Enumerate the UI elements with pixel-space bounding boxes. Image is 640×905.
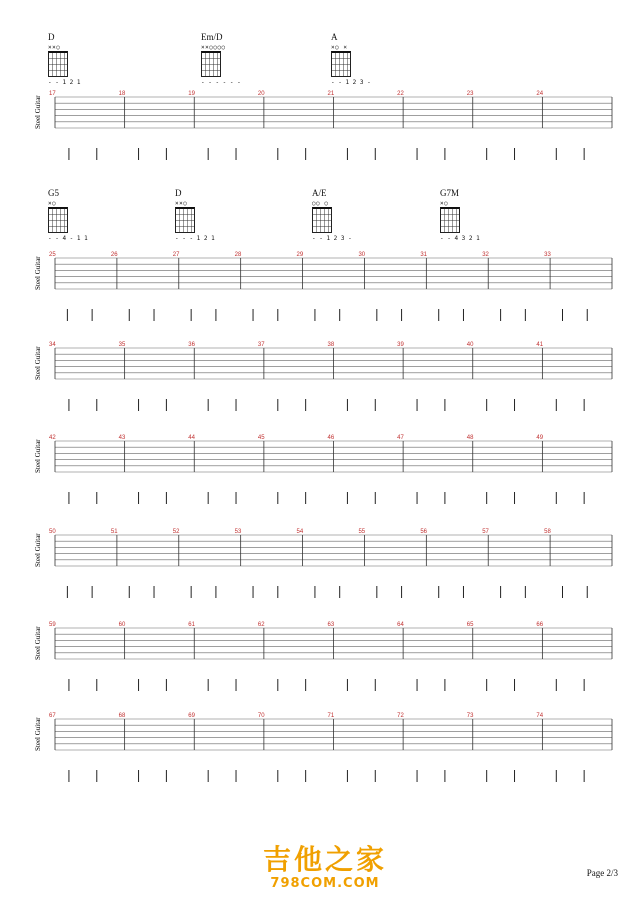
measure-number: 68 xyxy=(118,713,126,719)
measure-number: 24 xyxy=(536,91,544,97)
measure-number: 46 xyxy=(327,435,335,441)
measure-number: 62 xyxy=(257,622,265,628)
measure-number: 34 xyxy=(49,342,56,348)
measure-number: 48 xyxy=(466,435,474,441)
tab-system xyxy=(34,435,612,504)
chord-fingering: - - 4 - 1 1 xyxy=(48,235,88,242)
tab-system xyxy=(34,622,612,691)
chord-name: A xyxy=(331,32,338,42)
measure-number: 23 xyxy=(466,91,474,97)
chord-fingering: - - - 1 2 1 xyxy=(175,235,215,242)
chord-fingering: - - 1 2 3 - xyxy=(312,235,352,242)
measure-number: 37 xyxy=(257,342,265,348)
measure-number: 72 xyxy=(397,713,404,719)
measure-number: 49 xyxy=(536,435,544,441)
page-number: Page 2/3 xyxy=(586,868,618,878)
measure-number: 17 xyxy=(49,91,56,97)
instrument-label: Steel Guitar xyxy=(34,256,42,290)
measure-number: 65 xyxy=(466,622,474,628)
measure-number: 73 xyxy=(466,713,474,719)
chord-name: Em/D xyxy=(201,32,223,42)
chord-open-strings: ×○ xyxy=(440,200,449,207)
measure-number: 59 xyxy=(49,622,56,628)
measure-number: 18 xyxy=(118,91,126,97)
measure-number: 47 xyxy=(397,435,404,441)
measure-number: 28 xyxy=(234,252,242,258)
measure-number: 31 xyxy=(420,252,428,258)
chord-fingering: - - 1 2 3 - xyxy=(331,79,371,86)
measure-number: 51 xyxy=(110,529,118,535)
measure-number: 67 xyxy=(49,713,56,719)
measure-number: 64 xyxy=(397,622,404,628)
measure-number: 52 xyxy=(172,529,180,535)
measure-number: 32 xyxy=(482,252,489,258)
measure-number: 26 xyxy=(110,252,118,258)
measure-number: 71 xyxy=(327,713,335,719)
measure-number: 50 xyxy=(49,529,56,535)
chord-open-strings: ××○ xyxy=(175,200,188,207)
measure-number: 35 xyxy=(118,342,126,348)
measure-number: 29 xyxy=(296,252,304,258)
measure-number: 19 xyxy=(188,91,195,97)
measure-number: 22 xyxy=(397,91,404,97)
measure-number: 39 xyxy=(397,342,404,348)
measure-number: 58 xyxy=(544,529,551,535)
measure-number: 36 xyxy=(188,342,195,348)
instrument-label: Steel Guitar xyxy=(34,626,42,660)
measure-number: 41 xyxy=(536,342,544,348)
measure-number: 33 xyxy=(544,252,551,258)
measure-number: 27 xyxy=(172,252,180,258)
instrument-label: Steel Guitar xyxy=(34,533,42,567)
chord-fingering: - - - - - - xyxy=(201,79,241,86)
watermark-url: 798COM.COM xyxy=(270,876,380,891)
measure-number: 38 xyxy=(327,342,335,348)
measure-number: 20 xyxy=(257,91,265,97)
tab-system xyxy=(34,91,612,160)
tab-system xyxy=(34,713,612,782)
measure-number: 55 xyxy=(358,529,366,535)
measure-number: 44 xyxy=(188,435,195,441)
tab-system xyxy=(34,342,612,411)
instrument-label: Steel Guitar xyxy=(34,346,42,380)
measure-number: 74 xyxy=(536,713,544,719)
chord-name: G5 xyxy=(48,188,59,198)
measure-number: 66 xyxy=(536,622,544,628)
chord-open-strings: ××○○○○ xyxy=(201,44,226,51)
chord-open-strings: ××○ xyxy=(48,44,61,51)
tab-system xyxy=(34,529,612,598)
measure-number: 54 xyxy=(296,529,304,535)
measure-number: 45 xyxy=(257,435,265,441)
chord-name: D xyxy=(175,188,182,198)
chord-open-strings: ×○ × xyxy=(331,44,348,51)
measure-number: 69 xyxy=(188,713,195,719)
measure-number: 57 xyxy=(482,529,489,535)
measure-number: 30 xyxy=(358,252,366,258)
chord-name: G7M xyxy=(440,188,460,198)
chord-open-strings: ○○ ○ xyxy=(312,200,329,207)
measure-number: 63 xyxy=(327,622,335,628)
chord-fingering: - - 1 2 1 xyxy=(48,79,81,86)
chord-fingering: - - 4 3 2 1 xyxy=(440,235,480,242)
measure-number: 43 xyxy=(118,435,126,441)
instrument-label: Steel Guitar xyxy=(34,95,42,129)
measure-number: 40 xyxy=(466,342,474,348)
measure-number: 53 xyxy=(234,529,242,535)
instrument-label: Steel Guitar xyxy=(34,717,42,751)
measure-number: 60 xyxy=(118,622,126,628)
measure-number: 70 xyxy=(257,713,265,719)
watermark-title: 吉他之家 xyxy=(262,843,387,876)
measure-number: 21 xyxy=(327,91,335,97)
measure-number: 61 xyxy=(188,622,195,628)
measure-number: 42 xyxy=(49,435,56,441)
chord-open-strings: ×○ xyxy=(48,200,57,207)
tab-system xyxy=(34,252,612,321)
watermark xyxy=(225,838,425,891)
instrument-label: Steel Guitar xyxy=(34,439,42,473)
chord-name: A/E xyxy=(312,188,327,198)
measure-number: 25 xyxy=(49,252,56,258)
measure-number: 56 xyxy=(420,529,428,535)
chord-name: D xyxy=(48,32,55,42)
